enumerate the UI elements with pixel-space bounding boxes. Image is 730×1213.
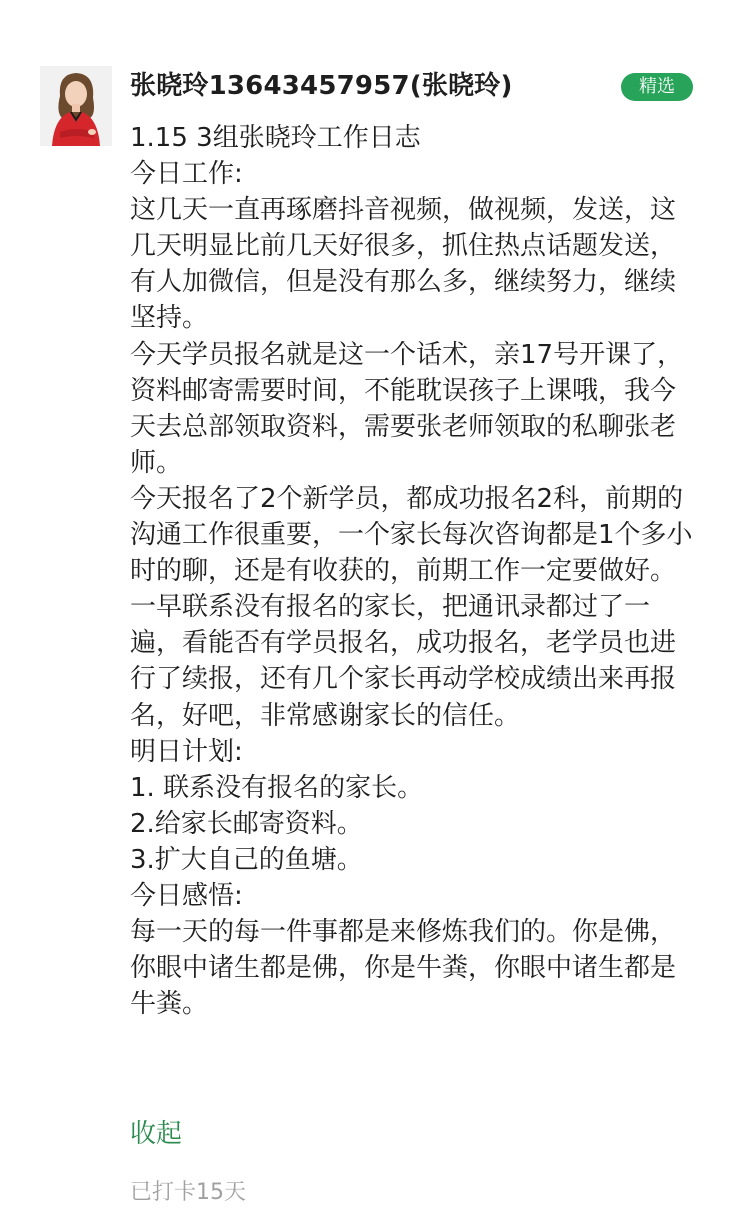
- paragraph-new-students: 今天报名了2个新学员，都成功报名2科，前期的沟通工作很重要，一个家长每次咨询都是1个多小时的聊，还是有收获的，前期工作一定要做好。: [130, 483, 693, 587]
- checkin-count: 已打卡15天: [130, 1180, 246, 1205]
- author-name[interactable]: 张晓玲13643457957(张晓玲): [130, 71, 513, 101]
- plan-item-3: 3.扩大自己的鱼塘。: [130, 844, 363, 875]
- post-content: [130, 120, 695, 1022]
- post-title: 1.15 3组张晓玲工作日志: [130, 123, 421, 153]
- user-avatar-icon: [40, 66, 112, 146]
- paragraph-reflection: 每一天的每一件事都是来修炼我们的。你是佛，你眼中诸生都是佛，你是牛粪，你眼中诸生都是牛粪。: [130, 917, 677, 1020]
- paragraph-contact-parents: 一早联系没有报名的家长，把通讯录都过了一遍，看能否有学员报名，成功报名，老学员也进行了续报，还有几个家长再动学校成绩出来再报名，好吧，非常感谢家长的信任。: [130, 592, 677, 731]
- paragraph-douyin: 这几天一直再琢磨抖音视频，做视频，发送，这几天明显比前几天好很多，抓住热点话题发送，有人加微信，但是没有那么多，继续努力，继续坚持。: [130, 195, 677, 334]
- collapse-button[interactable]: 收起: [130, 1119, 183, 1149]
- avatar[interactable]: [40, 66, 112, 146]
- section-heading-today-work: 今日工作:: [130, 159, 243, 190]
- paragraph-enrollment-script: 今天学员报名就是这一个话术，亲17号开课了，资料邮寄需要时间，不能耽误孩子上课哦，我今天去总部领取资料，需要张老师领取的私聊张老师。: [130, 339, 684, 478]
- plan-item-1: 1. 联系没有报名的家长。: [130, 772, 424, 803]
- section-heading-tomorrow-plan: 明日计划:: [130, 736, 243, 767]
- section-heading-reflection: 今日感悟:: [130, 880, 243, 911]
- featured-badge: 精选: [621, 73, 693, 101]
- plan-item-2: 2.给家长邮寄资料。: [130, 808, 363, 839]
